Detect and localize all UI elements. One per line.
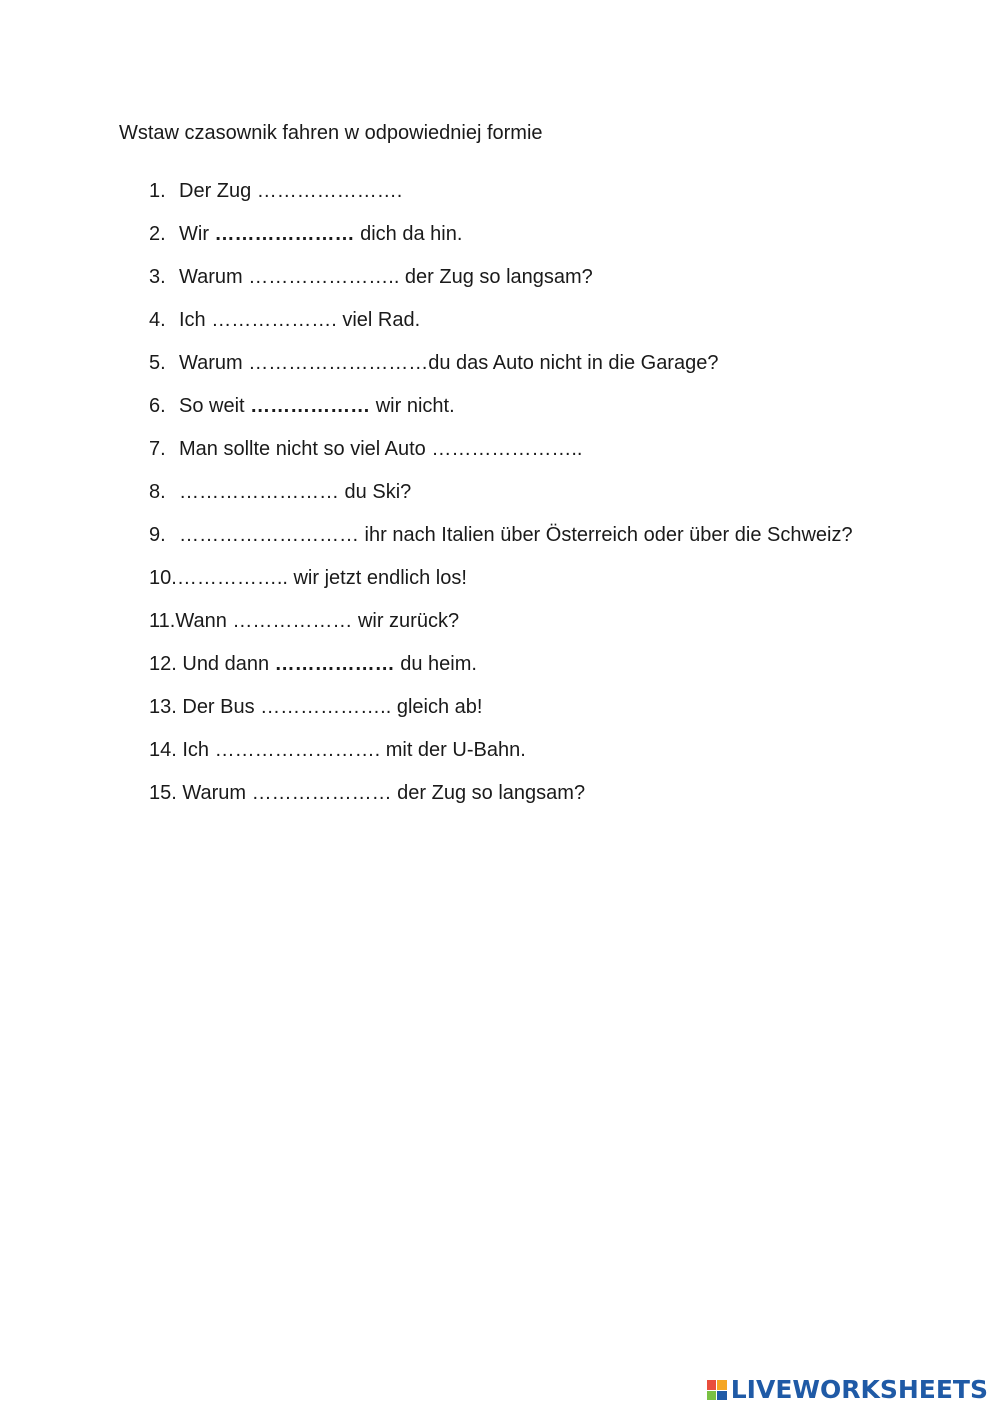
instruction-heading: Wstaw czasownik fahren w odpowiedniej formie <box>119 122 543 144</box>
item-number: 1. <box>149 180 166 202</box>
exercise-item <box>149 263 979 306</box>
exercise-item <box>149 693 979 736</box>
item-text: So weit <box>179 395 251 417</box>
item-number: 7. <box>149 438 166 460</box>
item-number: 12. <box>149 653 177 675</box>
item-number: 6. <box>149 395 166 417</box>
item-text: du heim. <box>394 653 477 675</box>
item-text: Warum ………………………du das Auto nicht in die Garage? <box>179 352 719 374</box>
item-text: Ich ………………. viel Rad. <box>179 309 421 331</box>
exercise-item <box>149 220 979 263</box>
exercise-item <box>149 607 979 650</box>
item-text: Man sollte nicht so viel Auto ………………….. <box>179 438 583 460</box>
item-text: wir nicht. <box>370 395 455 417</box>
item-number: 9. <box>149 524 166 546</box>
item-text: ……………………… ihr nach Italien über Österreich oder über die Schweiz? <box>179 524 853 546</box>
item-number: 11. <box>149 610 176 632</box>
exercise-item <box>149 349 979 392</box>
exercise-item <box>149 177 979 220</box>
exercise-item <box>149 650 979 693</box>
item-number: 2. <box>149 223 166 245</box>
answer-blank: ……………… <box>274 653 395 675</box>
item-text: …………………… du Ski? <box>179 481 412 503</box>
item-text: dich da hin. <box>354 223 463 245</box>
exercise-item <box>149 478 979 521</box>
logo-text: LIVEWORKSHEETS <box>730 1375 988 1404</box>
exercise-item <box>149 521 979 564</box>
liveworksheets-logo <box>707 1375 988 1405</box>
item-text: Wann ……………… wir zurück? <box>175 610 460 632</box>
exercise-item <box>149 779 979 822</box>
item-text: Und dann <box>176 653 275 675</box>
exercise-item <box>149 435 979 478</box>
answer-blank: ………………… <box>214 223 355 245</box>
item-number: 4. <box>149 309 166 331</box>
item-text: Der Zug …………………. <box>179 180 403 202</box>
item-text: Der Bus ……………….. gleich ab! <box>176 696 483 718</box>
item-text: Warum ………………… der Zug so langsam? <box>176 782 586 804</box>
logo-mark-icon <box>707 1380 727 1400</box>
item-text: Ich ……………………. mit der U-Bahn. <box>176 739 526 761</box>
item-number: 14. <box>149 739 177 761</box>
item-text: …………….. wir jetzt endlich los! <box>176 567 467 589</box>
exercise-item <box>149 306 979 349</box>
item-number: 10. <box>149 567 177 589</box>
exercise-list <box>149 177 979 822</box>
item-number: 8. <box>149 481 166 503</box>
item-text: Warum ………………….. der Zug so langsam? <box>179 266 593 288</box>
exercise-item <box>149 392 979 435</box>
item-number: 5. <box>149 352 166 374</box>
exercise-item <box>149 736 979 779</box>
exercise-item <box>149 564 979 607</box>
item-text: Wir <box>179 223 215 245</box>
answer-blank: ……………… <box>250 395 371 417</box>
item-number: 3. <box>149 266 166 288</box>
item-number: 15. <box>149 782 177 804</box>
item-number: 13. <box>149 696 177 718</box>
